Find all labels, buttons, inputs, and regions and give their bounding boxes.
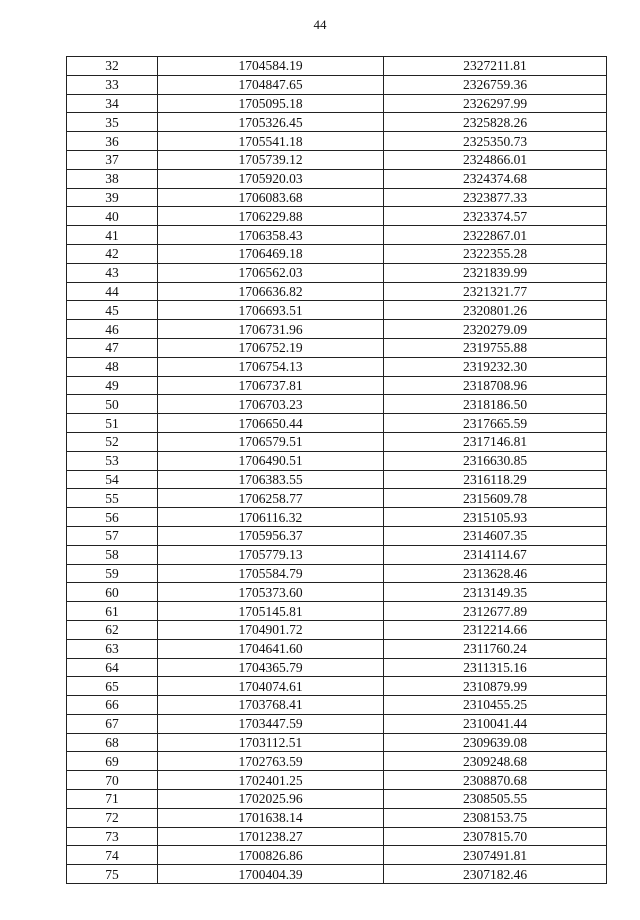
y-coordinate-cell: 2311760.24 [384,639,607,658]
x-coordinate-cell: 1703447.59 [158,714,384,733]
y-coordinate-cell: 2321839.99 [384,263,607,282]
table-row [67,827,607,846]
table-row [67,282,607,301]
point-number-cell: 68 [67,733,158,752]
point-number-cell: 53 [67,451,158,470]
x-coordinate-cell: 1706562.03 [158,263,384,282]
y-coordinate-cell: 2325828.26 [384,113,607,132]
table-row [67,508,607,527]
y-coordinate-cell: 2315105.93 [384,508,607,527]
x-coordinate-cell: 1705956.37 [158,526,384,545]
y-coordinate-cell: 2316118.29 [384,470,607,489]
table-row [67,583,607,602]
x-coordinate-cell: 1705920.03 [158,169,384,188]
table-row [67,244,607,263]
table-row [67,150,607,169]
y-coordinate-cell: 2323374.57 [384,207,607,226]
x-coordinate-cell: 1706358.43 [158,226,384,245]
x-coordinate-cell: 1705739.12 [158,150,384,169]
y-coordinate-cell: 2308870.68 [384,771,607,790]
point-number-cell: 73 [67,827,158,846]
x-coordinate-cell: 1704365.79 [158,658,384,677]
coordinates-table [66,56,607,884]
point-number-cell: 35 [67,113,158,132]
point-number-cell: 71 [67,790,158,809]
point-number-cell: 74 [67,846,158,865]
point-number-cell: 54 [67,470,158,489]
y-coordinate-cell: 2309639.08 [384,733,607,752]
x-coordinate-cell: 1705373.60 [158,583,384,602]
x-coordinate-cell: 1702763.59 [158,752,384,771]
point-number-cell: 47 [67,338,158,357]
y-coordinate-cell: 2314114.67 [384,545,607,564]
x-coordinate-cell: 1702401.25 [158,771,384,790]
point-number-cell: 42 [67,244,158,263]
x-coordinate-cell: 1706116.32 [158,508,384,527]
x-coordinate-cell: 1706752.19 [158,338,384,357]
table-row [67,357,607,376]
y-coordinate-cell: 2319232.30 [384,357,607,376]
x-coordinate-cell: 1702025.96 [158,790,384,809]
table-row [67,733,607,752]
point-number-cell: 60 [67,583,158,602]
x-coordinate-cell: 1705584.79 [158,564,384,583]
table-row [67,620,607,639]
point-number-cell: 72 [67,808,158,827]
y-coordinate-cell: 2313149.35 [384,583,607,602]
point-number-cell: 46 [67,320,158,339]
point-number-cell: 45 [67,301,158,320]
x-coordinate-cell: 1706490.51 [158,451,384,470]
point-number-cell: 50 [67,395,158,414]
point-number-cell: 65 [67,677,158,696]
y-coordinate-cell: 2307491.81 [384,846,607,865]
point-number-cell: 40 [67,207,158,226]
x-coordinate-cell: 1703112.51 [158,733,384,752]
x-coordinate-cell: 1705326.45 [158,113,384,132]
table-row [67,169,607,188]
table-row [67,207,607,226]
x-coordinate-cell: 1706083.68 [158,188,384,207]
point-number-cell: 52 [67,432,158,451]
table-row [67,808,607,827]
point-number-cell: 51 [67,414,158,433]
table-row [67,865,607,884]
x-coordinate-cell: 1706731.96 [158,320,384,339]
x-coordinate-cell: 1706579.51 [158,432,384,451]
y-coordinate-cell: 2321321.77 [384,282,607,301]
table-row [67,75,607,94]
y-coordinate-cell: 2317665.59 [384,414,607,433]
table-row [67,94,607,113]
x-coordinate-cell: 1706258.77 [158,489,384,508]
table-row [67,301,607,320]
table-row [67,489,607,508]
point-number-cell: 44 [67,282,158,301]
point-number-cell: 39 [67,188,158,207]
y-coordinate-cell: 2308153.75 [384,808,607,827]
x-coordinate-cell: 1705779.13 [158,545,384,564]
x-coordinate-cell: 1706693.51 [158,301,384,320]
table-row [67,696,607,715]
y-coordinate-cell: 2310041.44 [384,714,607,733]
x-coordinate-cell: 1701238.27 [158,827,384,846]
point-number-cell: 49 [67,376,158,395]
point-number-cell: 62 [67,620,158,639]
y-coordinate-cell: 2307815.70 [384,827,607,846]
y-coordinate-cell: 2323877.33 [384,188,607,207]
point-number-cell: 57 [67,526,158,545]
table-row [67,57,607,76]
point-number-cell: 55 [67,489,158,508]
point-number-cell: 66 [67,696,158,715]
table-row [67,188,607,207]
point-number-cell: 32 [67,57,158,76]
x-coordinate-cell: 1706469.18 [158,244,384,263]
point-number-cell: 43 [67,263,158,282]
point-number-cell: 59 [67,564,158,583]
x-coordinate-cell: 1704847.65 [158,75,384,94]
x-coordinate-cell: 1706650.44 [158,414,384,433]
y-coordinate-cell: 2316630.85 [384,451,607,470]
x-coordinate-cell: 1700826.86 [158,846,384,865]
x-coordinate-cell: 1705145.81 [158,602,384,621]
x-coordinate-cell: 1706383.55 [158,470,384,489]
y-coordinate-cell: 2315609.78 [384,489,607,508]
table-row [67,320,607,339]
table-row [67,677,607,696]
table-row [67,395,607,414]
y-coordinate-cell: 2324374.68 [384,169,607,188]
table-row [67,376,607,395]
table-row [67,132,607,151]
table-row [67,752,607,771]
point-number-cell: 38 [67,169,158,188]
x-coordinate-cell: 1706754.13 [158,357,384,376]
y-coordinate-cell: 2319755.88 [384,338,607,357]
point-number-cell: 34 [67,94,158,113]
table-row [67,263,607,282]
table-row [67,470,607,489]
x-coordinate-cell: 1704074.61 [158,677,384,696]
x-coordinate-cell: 1705095.18 [158,94,384,113]
y-coordinate-cell: 2322867.01 [384,226,607,245]
y-coordinate-cell: 2312214.66 [384,620,607,639]
x-coordinate-cell: 1706737.81 [158,376,384,395]
x-coordinate-cell: 1706636.82 [158,282,384,301]
y-coordinate-cell: 2320801.26 [384,301,607,320]
y-coordinate-cell: 2314607.35 [384,526,607,545]
point-number-cell: 37 [67,150,158,169]
x-coordinate-cell: 1700404.39 [158,865,384,884]
y-coordinate-cell: 2310879.99 [384,677,607,696]
table-row [67,226,607,245]
x-coordinate-cell: 1701638.14 [158,808,384,827]
y-coordinate-cell: 2327211.81 [384,57,607,76]
x-coordinate-cell: 1704641.60 [158,639,384,658]
point-number-cell: 41 [67,226,158,245]
x-coordinate-cell: 1703768.41 [158,696,384,715]
y-coordinate-cell: 2313628.46 [384,564,607,583]
table-row [67,451,607,470]
table-row [67,790,607,809]
table-row [67,714,607,733]
table-row [67,564,607,583]
table-row [67,639,607,658]
table-row [67,846,607,865]
table-row [67,338,607,357]
y-coordinate-cell: 2326297.99 [384,94,607,113]
point-number-cell: 69 [67,752,158,771]
table-row [67,526,607,545]
x-coordinate-cell: 1706229.88 [158,207,384,226]
point-number-cell: 61 [67,602,158,621]
x-coordinate-cell: 1706703.23 [158,395,384,414]
point-number-cell: 33 [67,75,158,94]
y-coordinate-cell: 2317146.81 [384,432,607,451]
page-number: 44 [313,17,327,32]
y-coordinate-cell: 2311315.16 [384,658,607,677]
table-row [67,658,607,677]
x-coordinate-cell: 1704901.72 [158,620,384,639]
y-coordinate-cell: 2318708.96 [384,376,607,395]
x-coordinate-cell: 1704584.19 [158,57,384,76]
y-coordinate-cell: 2320279.09 [384,320,607,339]
point-number-cell: 56 [67,508,158,527]
y-coordinate-cell: 2326759.36 [384,75,607,94]
table-row [67,771,607,790]
table-row [67,414,607,433]
table-row [67,602,607,621]
table-row [67,113,607,132]
y-coordinate-cell: 2325350.73 [384,132,607,151]
coordinates-table-body [67,57,607,884]
point-number-cell: 36 [67,132,158,151]
y-coordinate-cell: 2308505.55 [384,790,607,809]
point-number-cell: 67 [67,714,158,733]
y-coordinate-cell: 2322355.28 [384,244,607,263]
y-coordinate-cell: 2312677.89 [384,602,607,621]
point-number-cell: 58 [67,545,158,564]
point-number-cell: 64 [67,658,158,677]
x-coordinate-cell: 1705541.18 [158,132,384,151]
point-number-cell: 63 [67,639,158,658]
y-coordinate-cell: 2318186.50 [384,395,607,414]
table-row [67,545,607,564]
point-number-cell: 48 [67,357,158,376]
y-coordinate-cell: 2307182.46 [384,865,607,884]
y-coordinate-cell: 2324866.01 [384,150,607,169]
table-row [67,432,607,451]
point-number-cell: 75 [67,865,158,884]
y-coordinate-cell: 2309248.68 [384,752,607,771]
point-number-cell: 70 [67,771,158,790]
y-coordinate-cell: 2310455.25 [384,696,607,715]
